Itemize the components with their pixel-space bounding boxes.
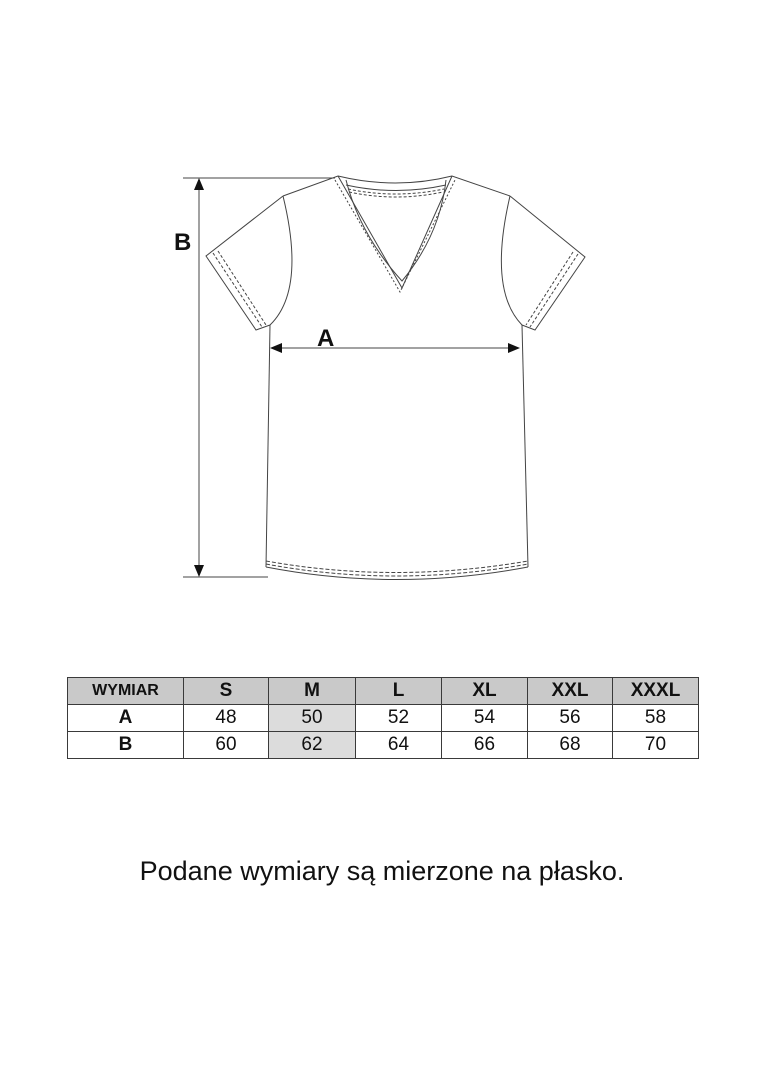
dimension-b: [183, 178, 335, 577]
header-cell-size: XXL: [528, 678, 613, 705]
measurement-note: Podane wymiary są mierzone na płasko.: [139, 856, 625, 886]
table-row: [68, 732, 699, 759]
header-cell-measure: WYMIAR: [68, 678, 184, 705]
table-cell: 48: [184, 705, 269, 732]
header-cell-size: XXXL: [613, 678, 699, 705]
header-cell-size: M: [269, 678, 356, 705]
table-cell: 60: [184, 732, 269, 759]
table-cell: 66: [442, 732, 528, 759]
table-cell: 56: [528, 705, 613, 732]
table-cell: 70: [613, 732, 699, 759]
size-chart-table: [67, 677, 699, 759]
table-cell: 58: [613, 705, 699, 732]
table-row: [68, 705, 699, 732]
table-cell: 52: [356, 705, 442, 732]
header-cell-size: S: [184, 678, 269, 705]
tshirt-outline: [206, 176, 585, 580]
dimension-a-label: A: [317, 325, 335, 352]
table-cell: 68: [528, 732, 613, 759]
table-cell-highlighted: 62: [269, 732, 356, 759]
table-cell: 54: [442, 705, 528, 732]
dimension-a: [270, 343, 520, 353]
header-cell-size: XL: [442, 678, 528, 705]
table-cell-highlighted: 50: [269, 705, 356, 732]
header-cell-size: L: [356, 678, 442, 705]
table-cell: 64: [356, 732, 442, 759]
row-label: B: [68, 732, 184, 759]
table-header-row: [68, 678, 699, 705]
row-label: A: [68, 705, 184, 732]
dimension-b-label: B: [174, 229, 192, 256]
